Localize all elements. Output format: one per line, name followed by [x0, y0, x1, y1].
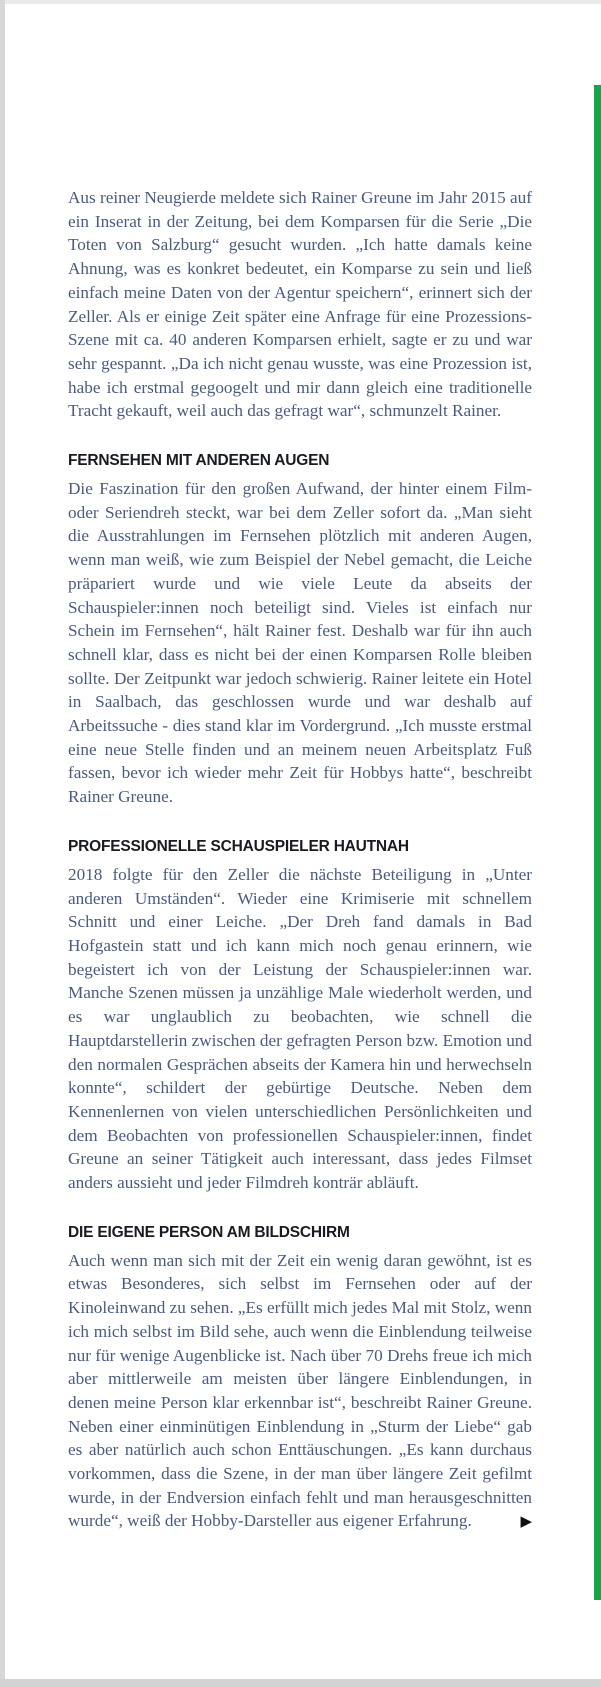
section-body-bildschirm: Auch wenn man sich mit der Zeit ein wenig daran gewöhnt, ist es etwas Besonderes, sich selbst im Fernsehen oder auf der Kinoleinwand zu sehen. „Es erfüllt mich jedes Mal mit Stolz, wenn ich mich selbst im Bild sehe, auch wenn die Einblendung teilweise nur für wenige Augenblicke ist. Nach über 70 Drehs freue ich mich aber mittlerweile am meisten über längere Einblendungen, in denen meine Person klar erkennbar ist“, beschreibt Rainer Greune. Neben einer einminütigen Einblendung in „Sturm der Liebe“ gab es aber natürlich auch schon Enttäuschungen. „Es kann durchaus vorkommen, dass die Szene, in der man über längere Zeit gefilmt wurde, in der Endversion einfach fehlt und man herausgeschnitten wurde“, weiß der Hobby-Darsteller aus eigener Erfahrung. — [68, 1250, 532, 1531]
page-edge-left — [0, 0, 5, 1687]
page-edge-bottom — [0, 1679, 601, 1687]
section-heading-bildschirm: DIE EIGENE PERSON AM BILDSCHIRM — [68, 1223, 350, 1241]
article-column — [68, 186, 532, 1535]
section-heading-schauspieler: PROFESSIONELLE SCHAUSPIELER HAUTNAH — [68, 837, 409, 855]
section-body-schauspieler: 2018 folgte für den Zeller die nächste Beteiligung in „Unter anderen Umständen“. Wieder eine Krimiserie mit schnellem Schnitt und einer Leiche. „Der Dreh fand damals in Bad Hofgastein statt und ich kann mich noch genau erinnern, wie begeistert ich von der Leistung der Schauspieler:innen war. Manche Szenen müssen ja unzählige Male wiederholt werden, und es war unglaublich zu beobachten, wie schnell die Hauptdarstellerin zwischen der gefragten Person bzw. Emotion und den normalen Gesprächen abseits der Kamera hin und herwechseln konnte“, schildert der gebürtige Deutsche. Neben dem Kennenlernen von vielen unterschiedlichen Persönlichkeiten und dem Beobachten von professionellen Schauspieler:innen, findet Greune an seiner Tätigkeit auch interessant, dass jedes Filmset anders aussieht und jeder Filmdreh konträr abläuft. — [68, 864, 532, 1193]
intro-paragraph: Aus reiner Neugierde meldete sich Rainer Greune im Jahr 2015 auf ein Inserat in der Zeitung, bei dem Komparsen für die Serie „Die Toten von Salzburg“ gesucht wurden. „Ich hatte damals keine Ahnung, was es konkret bedeutet, ein Komparse zu sein und ließ einfach meine Daten von der Agentur speichern“, erinnert sich der Zeller. Als er einige Zeit später eine Anfrage für eine Prozessions-Szene mit ca. 40 anderen Komparsen erhielt, sagte er zu und war sehr gespannt. „Da ich nicht genau wusste, was eine Prozession ist, habe ich erstmal gegoogelt und mir dann gleich eine traditionelle Tracht gekauft, weil auch das gefragt war“, schmunzelt Rainer. — [68, 188, 532, 421]
section-body-fernsehen: Die Faszination für den großen Aufwand, der hinter einem Film- oder Seriendreh steckt, war bei dem Zeller sofort da. „Man sieht die Ausstrahlungen im Fernsehen plötzlich mit anderen Augen, wenn man weiß, wie zum Beispiel der Nebel gemacht, die Leiche präpariert wurde und wie viele Leute da abseits der Schauspieler:innen noch beteiligt sind. Vieles ist einfach nur Schein im Fernsehen“, hält Rainer fest. Deshalb war für ihn auch schnell klar, dass es nicht bei der einen Komparsen Rolle bleiben sollte. Der Zeitpunkt war jedoch schwierig. Rainer leitete ein Hotel in Saalbach, das geschlossen wurde und war deshalb auf Arbeitssuche - dies stand klar im Vordergrund. „Ich musste erstmal eine neue Stelle finden und an meinem neuen Arbeitsplatz Fuß fassen, bevor ich wieder mehr Zeit für Hobbys hatte“, beschreibt Rainer Greune. — [68, 479, 532, 807]
page-edge-top — [0, 0, 601, 4]
section-heading-fernsehen: FERNSEHEN MIT ANDEREN AUGEN — [68, 452, 330, 470]
green-accent-bar — [594, 85, 601, 1600]
article-end-arrow-icon: ▶ — [520, 1514, 532, 1531]
